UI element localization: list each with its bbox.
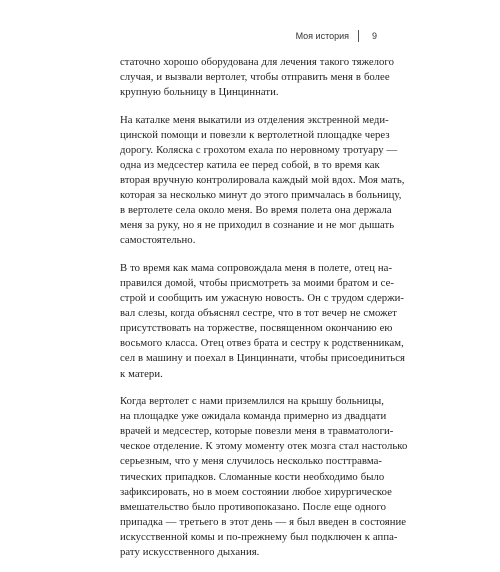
text-line: серьезным, что у меня случилось несколько посттравма- bbox=[120, 455, 382, 468]
running-header-title: Моя история bbox=[295, 31, 349, 41]
text-line: строй и сообщить им ужасную новость. Он с трудом сдержи- bbox=[120, 292, 405, 305]
text-line: сел в машину и поехал в Цинциннати, чтобы присоединиться bbox=[120, 352, 405, 365]
text-line: цинской помощи и повезли к вертолетной площадке через bbox=[120, 128, 390, 141]
text-line: врачей и медсестер, которые повезли меня в травматологи- bbox=[120, 425, 394, 438]
paragraph bbox=[120, 261, 405, 382]
text-line: одна из медсестер катила ее перед собой, в то время как bbox=[120, 158, 380, 171]
header-divider bbox=[358, 30, 359, 42]
text-line: самостоятельно. bbox=[120, 234, 196, 247]
text-line: искусственной комы и по-прежнему был подключен к аппа- bbox=[120, 530, 398, 543]
text-line: восьмого класса. Отец отвез брата и сестру к родственникам, bbox=[120, 337, 404, 350]
text-line: вторая вручную контролировала каждый мой вдох. Моя мать, bbox=[120, 174, 405, 187]
text-line: припадка — третьего в этот день — я был введен в состояние bbox=[120, 515, 407, 528]
text-line: Когда вертолет с нами приземлился на крышу больницы, bbox=[120, 395, 384, 408]
text-line: меня за руку, но я не приходил в сознание и не мог дышать bbox=[120, 219, 395, 232]
body-text bbox=[120, 55, 408, 572]
text-line: на площадке уже ожидала команда примерно из двадцати bbox=[120, 410, 387, 423]
text-line: статочно хорошо оборудована для лечения такого тяжелого bbox=[120, 56, 394, 68]
paragraph bbox=[120, 113, 405, 249]
text-line: к матери. bbox=[120, 367, 163, 380]
text-line: В то время как мама сопровождала меня в полете, отец на- bbox=[120, 261, 393, 274]
text-line: зафиксировать, но в моем состоянии любое хирургическое bbox=[120, 485, 392, 498]
text-line: вмешательство было противопоказано. После еще одного bbox=[120, 500, 387, 513]
text-line: правился домой, чтобы присмотреть за моими братом и се- bbox=[120, 277, 395, 289]
text-line: дорогу. Коляска с грохотом ехала по неровному тротуару — bbox=[120, 143, 398, 156]
text-line: которая за несколько минут до этого примчалась в больницу, bbox=[120, 189, 402, 202]
text-line: На каталке меня выкатили из отделения экстренной меди- bbox=[120, 113, 389, 126]
text-line: присутствовать на торжестве, посвященном окончанию ею bbox=[120, 322, 393, 335]
text-line: вал слезы, когда объяснял сестре, что в тот вечер не сможет bbox=[120, 307, 397, 320]
text-line: ческое отделение. К этому моменту отек мозга стал настолько bbox=[120, 440, 408, 453]
page-number: 9 bbox=[372, 31, 378, 41]
text-line: тических припадков. Сломанные кости необходимо было bbox=[120, 470, 385, 483]
text-line: случая, и вызвали вертолет, чтобы отправить меня в более bbox=[120, 71, 390, 84]
running-header bbox=[0, 30, 500, 44]
paragraph bbox=[120, 394, 408, 560]
text-line: в вертолете села около меня. Во время полета она держала bbox=[120, 204, 392, 217]
paragraph bbox=[120, 55, 394, 100]
text-line: рату искусственного дыхания. bbox=[120, 545, 260, 558]
text-line: крупную больницу в Цинциннати. bbox=[120, 86, 279, 99]
